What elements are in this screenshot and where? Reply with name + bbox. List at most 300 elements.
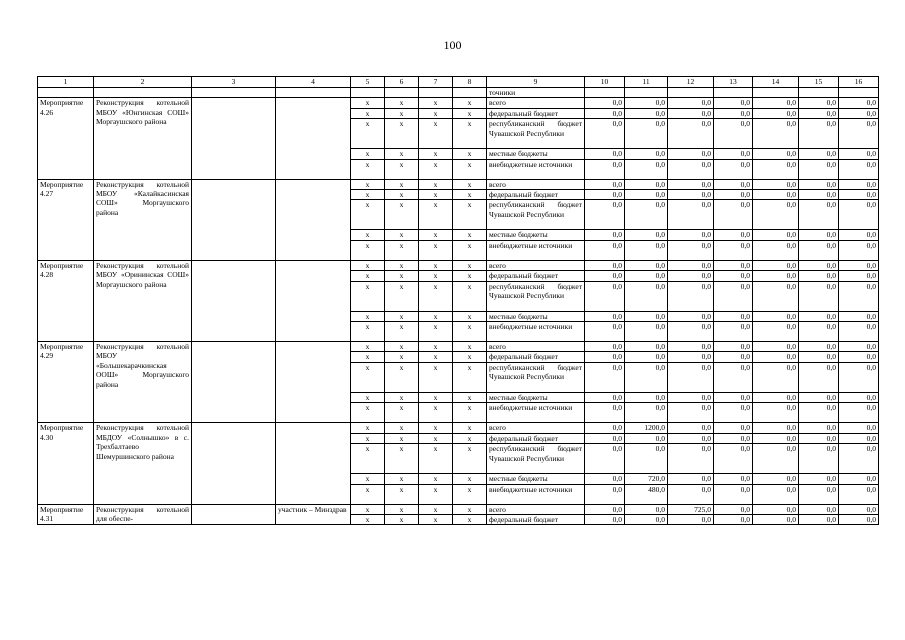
measure-id: Мероприятие 4.30 <box>38 423 94 504</box>
code-mark: х <box>453 484 487 504</box>
value-cell: 0,0 <box>585 311 625 321</box>
value-cell: 0,0 <box>753 119 799 149</box>
code-mark: х <box>351 352 385 362</box>
code-mark: х <box>453 514 487 524</box>
participant-cell <box>276 423 351 504</box>
value-cell: 0,0 <box>668 362 714 392</box>
value-cell: 0,0 <box>799 179 839 189</box>
funding-source: внебюджетные источники <box>487 322 585 342</box>
value-cell: 0,0 <box>753 484 799 504</box>
funding-source: местные бюджеты <box>487 230 585 240</box>
value-cell: 0,0 <box>839 179 879 189</box>
value-cell: 0,0 <box>839 149 879 159</box>
value-cell: 0,0 <box>625 230 668 240</box>
code-mark: х <box>453 159 487 179</box>
funding-source: федеральный бюджет <box>487 352 585 362</box>
value-cell: 0,0 <box>753 362 799 392</box>
value-cell: 0,0 <box>799 260 839 270</box>
code-mark: х <box>419 200 453 230</box>
code-mark: х <box>419 281 453 311</box>
value-cell: 0,0 <box>753 240 799 260</box>
value-cell: 0,0 <box>753 504 799 514</box>
measure-id: Мероприятие 4.26 <box>38 98 94 179</box>
value-cell: 0,0 <box>714 260 753 270</box>
value-cell: 0,0 <box>585 149 625 159</box>
funding-source: всего <box>487 423 585 433</box>
code-mark: х <box>419 474 453 484</box>
value-cell: 0,0 <box>839 423 879 433</box>
value-cell: 0,0 <box>714 190 753 200</box>
value-cell: 0,0 <box>625 98 668 108</box>
measure-id: Мероприятие 4.28 <box>38 260 94 341</box>
code-mark: х <box>419 352 453 362</box>
value-cell: 0,0 <box>585 342 625 352</box>
code-mark: х <box>351 271 385 281</box>
continuation-text: точники <box>487 88 585 98</box>
value-cell: 0,0 <box>714 179 753 189</box>
code-mark: х <box>453 281 487 311</box>
responsible-cell <box>192 98 276 179</box>
funding-source: внебюджетные источники <box>487 159 585 179</box>
code-mark: х <box>419 433 453 443</box>
continuation-row <box>38 88 879 98</box>
value-cell: 0,0 <box>625 342 668 352</box>
code-mark: х <box>351 423 385 433</box>
responsible-cell <box>192 179 276 260</box>
header-col-4: 4 <box>276 77 351 88</box>
value-cell: 0,0 <box>799 230 839 240</box>
header-col-16: 16 <box>839 77 879 88</box>
code-mark: х <box>453 230 487 240</box>
value-cell: 0,0 <box>799 159 839 179</box>
code-mark: х <box>351 484 385 504</box>
value-cell: 0,0 <box>753 392 799 402</box>
code-mark: х <box>385 190 419 200</box>
code-mark: х <box>385 281 419 311</box>
header-col-1: 1 <box>38 77 94 88</box>
value-cell: 0,0 <box>625 190 668 200</box>
code-mark: х <box>385 230 419 240</box>
value-cell: 0,0 <box>585 260 625 270</box>
funding-source: всего <box>487 179 585 189</box>
header-col-12: 12 <box>668 77 714 88</box>
code-mark: х <box>419 504 453 514</box>
code-mark: х <box>453 271 487 281</box>
value-cell: 0,0 <box>625 260 668 270</box>
header-col-3: 3 <box>192 77 276 88</box>
value-cell: 0,0 <box>585 98 625 108</box>
code-mark: х <box>453 149 487 159</box>
code-mark: х <box>453 423 487 433</box>
value-cell: 0,0 <box>585 108 625 118</box>
code-mark: х <box>419 190 453 200</box>
code-mark: х <box>351 190 385 200</box>
source-row <box>38 342 879 352</box>
value-cell: 0,0 <box>668 190 714 200</box>
value-cell: 0,0 <box>753 230 799 240</box>
code-mark: х <box>351 433 385 443</box>
code-mark: х <box>385 98 419 108</box>
value-cell: 0,0 <box>753 200 799 230</box>
code-mark: х <box>453 179 487 189</box>
code-mark: х <box>385 362 419 392</box>
value-cell: 0,0 <box>799 149 839 159</box>
code-mark: х <box>385 514 419 524</box>
value-cell: 0,0 <box>799 484 839 504</box>
value-cell: 0,0 <box>799 190 839 200</box>
code-mark: х <box>385 504 419 514</box>
value-cell: 0,0 <box>799 504 839 514</box>
value-cell: 0,0 <box>799 281 839 311</box>
value-cell: 0,0 <box>839 342 879 352</box>
value-cell: 0,0 <box>585 271 625 281</box>
funding-source: федеральный бюджет <box>487 108 585 118</box>
value-cell: 0,0 <box>753 433 799 443</box>
value-cell: 0,0 <box>668 98 714 108</box>
value-cell: 0,0 <box>839 108 879 118</box>
value-cell: 0,0 <box>753 281 799 311</box>
code-mark: х <box>385 108 419 118</box>
measure-name: Реконструкция котельной МБОУ «Орининская СОШ» Моргаушского района <box>94 260 192 341</box>
code-mark: х <box>453 352 487 362</box>
code-mark: х <box>385 159 419 179</box>
participant-cell <box>276 342 351 423</box>
participant-cell <box>276 260 351 341</box>
value-cell: 0,0 <box>753 352 799 362</box>
value-cell: 0,0 <box>839 392 879 402</box>
code-mark: х <box>419 230 453 240</box>
code-mark: х <box>419 159 453 179</box>
code-mark: х <box>351 149 385 159</box>
code-mark: х <box>351 98 385 108</box>
header-col-10: 10 <box>585 77 625 88</box>
code-mark: х <box>351 322 385 342</box>
code-mark: х <box>351 119 385 149</box>
source-row <box>38 423 879 433</box>
value-cell: 0,0 <box>668 149 714 159</box>
code-mark: х <box>351 240 385 260</box>
value-cell: 0,0 <box>753 271 799 281</box>
value-cell: 0,0 <box>799 311 839 321</box>
value-cell: 0,0 <box>585 281 625 311</box>
code-mark: х <box>419 240 453 260</box>
code-mark: х <box>351 362 385 392</box>
value-cell: 0,0 <box>585 190 625 200</box>
code-mark: х <box>385 260 419 270</box>
value-cell: 0,0 <box>753 108 799 118</box>
value-cell: 0,0 <box>625 433 668 443</box>
code-mark: х <box>385 200 419 230</box>
code-mark: х <box>351 200 385 230</box>
code-mark: х <box>453 444 487 474</box>
code-mark: х <box>385 149 419 159</box>
responsible-cell <box>192 504 276 525</box>
funding-source: федеральный бюджет <box>487 514 585 524</box>
funding-source: федеральный бюджет <box>487 271 585 281</box>
code-mark: х <box>453 119 487 149</box>
value-cell: 0,0 <box>753 311 799 321</box>
value-cell: 480,0 <box>625 484 668 504</box>
responsible-cell <box>192 423 276 504</box>
value-cell: 0,0 <box>839 362 879 392</box>
code-mark: х <box>385 240 419 260</box>
value-cell: 0,0 <box>585 403 625 423</box>
value-cell: 0,0 <box>668 179 714 189</box>
value-cell: 0,0 <box>839 98 879 108</box>
code-mark: х <box>385 271 419 281</box>
value-cell: 0,0 <box>668 403 714 423</box>
value-cell: 0,0 <box>668 444 714 474</box>
code-mark: х <box>385 474 419 484</box>
value-cell: 0,0 <box>625 271 668 281</box>
funding-source: местные бюджеты <box>487 392 585 402</box>
value-cell: 0,0 <box>753 322 799 342</box>
code-mark: х <box>351 260 385 270</box>
code-mark: х <box>453 322 487 342</box>
value-cell: 0,0 <box>668 392 714 402</box>
header-col-8: 8 <box>453 77 487 88</box>
funding-source: местные бюджеты <box>487 474 585 484</box>
value-cell: 0,0 <box>799 362 839 392</box>
value-cell: 0,0 <box>753 190 799 200</box>
value-cell: 0,0 <box>799 119 839 149</box>
code-mark: х <box>419 260 453 270</box>
value-cell: 0,0 <box>625 159 668 179</box>
value-cell: 0,0 <box>799 271 839 281</box>
value-cell: 0,0 <box>799 352 839 362</box>
code-mark: х <box>453 200 487 230</box>
value-cell: 0,0 <box>585 230 625 240</box>
value-cell: 0,0 <box>585 240 625 260</box>
value-cell: 0,0 <box>714 352 753 362</box>
value-cell: 0,0 <box>753 403 799 423</box>
value-cell: 0,0 <box>714 444 753 474</box>
value-cell: 0,0 <box>714 514 753 524</box>
value-cell: 0,0 <box>585 352 625 362</box>
value-cell: 0,0 <box>585 514 625 524</box>
header-col-13: 13 <box>714 77 753 88</box>
code-mark: х <box>385 179 419 189</box>
value-cell: 0,0 <box>753 444 799 474</box>
value-cell: 0,0 <box>799 433 839 443</box>
value-cell: 0,0 <box>668 474 714 484</box>
value-cell: 0,0 <box>839 281 879 311</box>
value-cell: 0,0 <box>839 311 879 321</box>
code-mark: х <box>453 362 487 392</box>
value-cell: 0,0 <box>668 260 714 270</box>
value-cell: 0,0 <box>585 200 625 230</box>
header-col-6: 6 <box>385 77 419 88</box>
value-cell: 0,0 <box>714 484 753 504</box>
value-cell: 0,0 <box>753 514 799 524</box>
value-cell: 0,0 <box>839 352 879 362</box>
value-cell: 0,0 <box>714 362 753 392</box>
code-mark: х <box>351 159 385 179</box>
value-cell: 0,0 <box>753 260 799 270</box>
value-cell: 0,0 <box>668 240 714 260</box>
header-col-7: 7 <box>419 77 453 88</box>
header-col-14: 14 <box>753 77 799 88</box>
value-cell: 0,0 <box>714 271 753 281</box>
funding-source: федеральный бюджет <box>487 190 585 200</box>
code-mark: х <box>453 474 487 484</box>
value-cell: 0,0 <box>585 423 625 433</box>
value-cell: 0,0 <box>799 474 839 484</box>
participant-cell <box>276 179 351 260</box>
responsible-cell <box>192 342 276 423</box>
funding-source: внебюджетные источники <box>487 240 585 260</box>
code-mark: х <box>419 342 453 352</box>
code-mark: х <box>385 352 419 362</box>
value-cell: 0,0 <box>585 179 625 189</box>
value-cell: 0,0 <box>714 98 753 108</box>
value-cell: 0,0 <box>714 403 753 423</box>
value-cell: 0,0 <box>714 281 753 311</box>
funding-source: внебюджетные источники <box>487 484 585 504</box>
value-cell: 0,0 <box>625 119 668 149</box>
code-mark: х <box>385 433 419 443</box>
value-cell: 0,0 <box>799 392 839 402</box>
value-cell: 0,0 <box>714 159 753 179</box>
value-cell: 0,0 <box>753 342 799 352</box>
value-cell: 0,0 <box>585 119 625 149</box>
value-cell: 0,0 <box>668 342 714 352</box>
value-cell: 0,0 <box>839 514 879 524</box>
funding-source: всего <box>487 342 585 352</box>
header-col-9: 9 <box>487 77 585 88</box>
value-cell: 0,0 <box>799 200 839 230</box>
value-cell: 0,0 <box>714 322 753 342</box>
code-mark: х <box>419 179 453 189</box>
code-mark: х <box>385 322 419 342</box>
value-cell: 0,0 <box>753 179 799 189</box>
value-cell: 0,0 <box>668 484 714 504</box>
funding-source: республиканский бюджет Чувашской Республики <box>487 362 585 392</box>
value-cell: 0,0 <box>839 444 879 474</box>
value-cell: 0,0 <box>714 342 753 352</box>
value-cell: 0,0 <box>625 352 668 362</box>
value-cell: 0,0 <box>839 433 879 443</box>
value-cell: 0,0 <box>839 504 879 514</box>
value-cell: 0,0 <box>625 403 668 423</box>
value-cell: 0,0 <box>799 98 839 108</box>
value-cell: 0,0 <box>625 311 668 321</box>
code-mark: х <box>419 444 453 474</box>
code-mark: х <box>453 403 487 423</box>
value-cell: 0,0 <box>753 159 799 179</box>
measure-name: Реконструкция котельной МБОУ «Калайкасинская СОШ» Моргаушского района <box>94 179 192 260</box>
code-mark: х <box>351 311 385 321</box>
value-cell: 0,0 <box>753 98 799 108</box>
value-cell: 0,0 <box>668 514 714 524</box>
code-mark: х <box>453 260 487 270</box>
value-cell: 0,0 <box>625 200 668 230</box>
measure-id: Мероприятие 4.29 <box>38 342 94 423</box>
code-mark: х <box>419 403 453 423</box>
source-row <box>38 98 879 108</box>
code-mark: х <box>419 484 453 504</box>
funding-source: федеральный бюджет <box>487 433 585 443</box>
value-cell: 0,0 <box>714 423 753 433</box>
value-cell: 0,0 <box>585 362 625 392</box>
value-cell: 0,0 <box>668 423 714 433</box>
code-mark: х <box>419 311 453 321</box>
value-cell: 1200,0 <box>625 423 668 433</box>
value-cell: 0,0 <box>839 403 879 423</box>
value-cell: 0,0 <box>668 271 714 281</box>
code-mark: х <box>351 392 385 402</box>
measure-name: Реконструкция котельной МБОУ «Большекарачкинская ООШ» Моргаушского района <box>94 342 192 423</box>
value-cell: 0,0 <box>625 504 668 514</box>
code-mark: х <box>385 392 419 402</box>
code-mark: х <box>385 484 419 504</box>
code-mark: х <box>453 311 487 321</box>
value-cell: 0,0 <box>625 108 668 118</box>
value-cell: 720,0 <box>625 474 668 484</box>
value-cell: 0,0 <box>799 322 839 342</box>
funding-source: местные бюджеты <box>487 311 585 321</box>
measure-name: Реконструкция котельной МБОУ «Юнгинская СОШ» Моргаушского района <box>94 98 192 179</box>
code-mark: х <box>453 504 487 514</box>
code-mark: х <box>453 190 487 200</box>
value-cell: 0,0 <box>839 240 879 260</box>
value-cell: 0,0 <box>625 281 668 311</box>
code-mark: х <box>351 514 385 524</box>
value-cell: 0,0 <box>839 271 879 281</box>
funding-source: республиканский бюджет Чувашской Республики <box>487 200 585 230</box>
measure-name: Реконструкция котельной для обеспе- <box>94 504 192 525</box>
value-cell: 0,0 <box>839 159 879 179</box>
value-cell: 0,0 <box>668 230 714 240</box>
value-cell: 0,0 <box>585 159 625 179</box>
value-cell: 0,0 <box>714 311 753 321</box>
header-row <box>38 77 879 88</box>
code-mark: х <box>419 514 453 524</box>
funding-source: всего <box>487 504 585 514</box>
code-mark: х <box>453 240 487 260</box>
code-mark: х <box>419 322 453 342</box>
funding-source: республиканский бюджет Чувашской Республики <box>487 444 585 474</box>
code-mark: х <box>453 433 487 443</box>
funding-source: всего <box>487 260 585 270</box>
header-col-2: 2 <box>94 77 192 88</box>
value-cell: 0,0 <box>799 514 839 524</box>
funding-source: местные бюджеты <box>487 149 585 159</box>
measure-id: Мероприятие 4.31 <box>38 504 94 525</box>
program-table <box>37 76 879 525</box>
value-cell: 0,0 <box>799 342 839 352</box>
value-cell: 0,0 <box>839 190 879 200</box>
value-cell: 0,0 <box>799 403 839 423</box>
value-cell: 0,0 <box>625 240 668 260</box>
value-cell: 0,0 <box>625 514 668 524</box>
value-cell: 0,0 <box>625 392 668 402</box>
code-mark: х <box>351 403 385 423</box>
value-cell: 0,0 <box>714 392 753 402</box>
header-col-11: 11 <box>625 77 668 88</box>
value-cell: 0,0 <box>668 352 714 362</box>
value-cell: 0,0 <box>585 433 625 443</box>
source-row <box>38 179 879 189</box>
code-mark: х <box>351 474 385 484</box>
code-mark: х <box>385 403 419 423</box>
code-mark: х <box>351 179 385 189</box>
value-cell: 0,0 <box>714 230 753 240</box>
source-row <box>38 504 879 514</box>
funding-source: республиканский бюджет Чувашской Республики <box>487 281 585 311</box>
code-mark: х <box>453 392 487 402</box>
code-mark: х <box>419 423 453 433</box>
